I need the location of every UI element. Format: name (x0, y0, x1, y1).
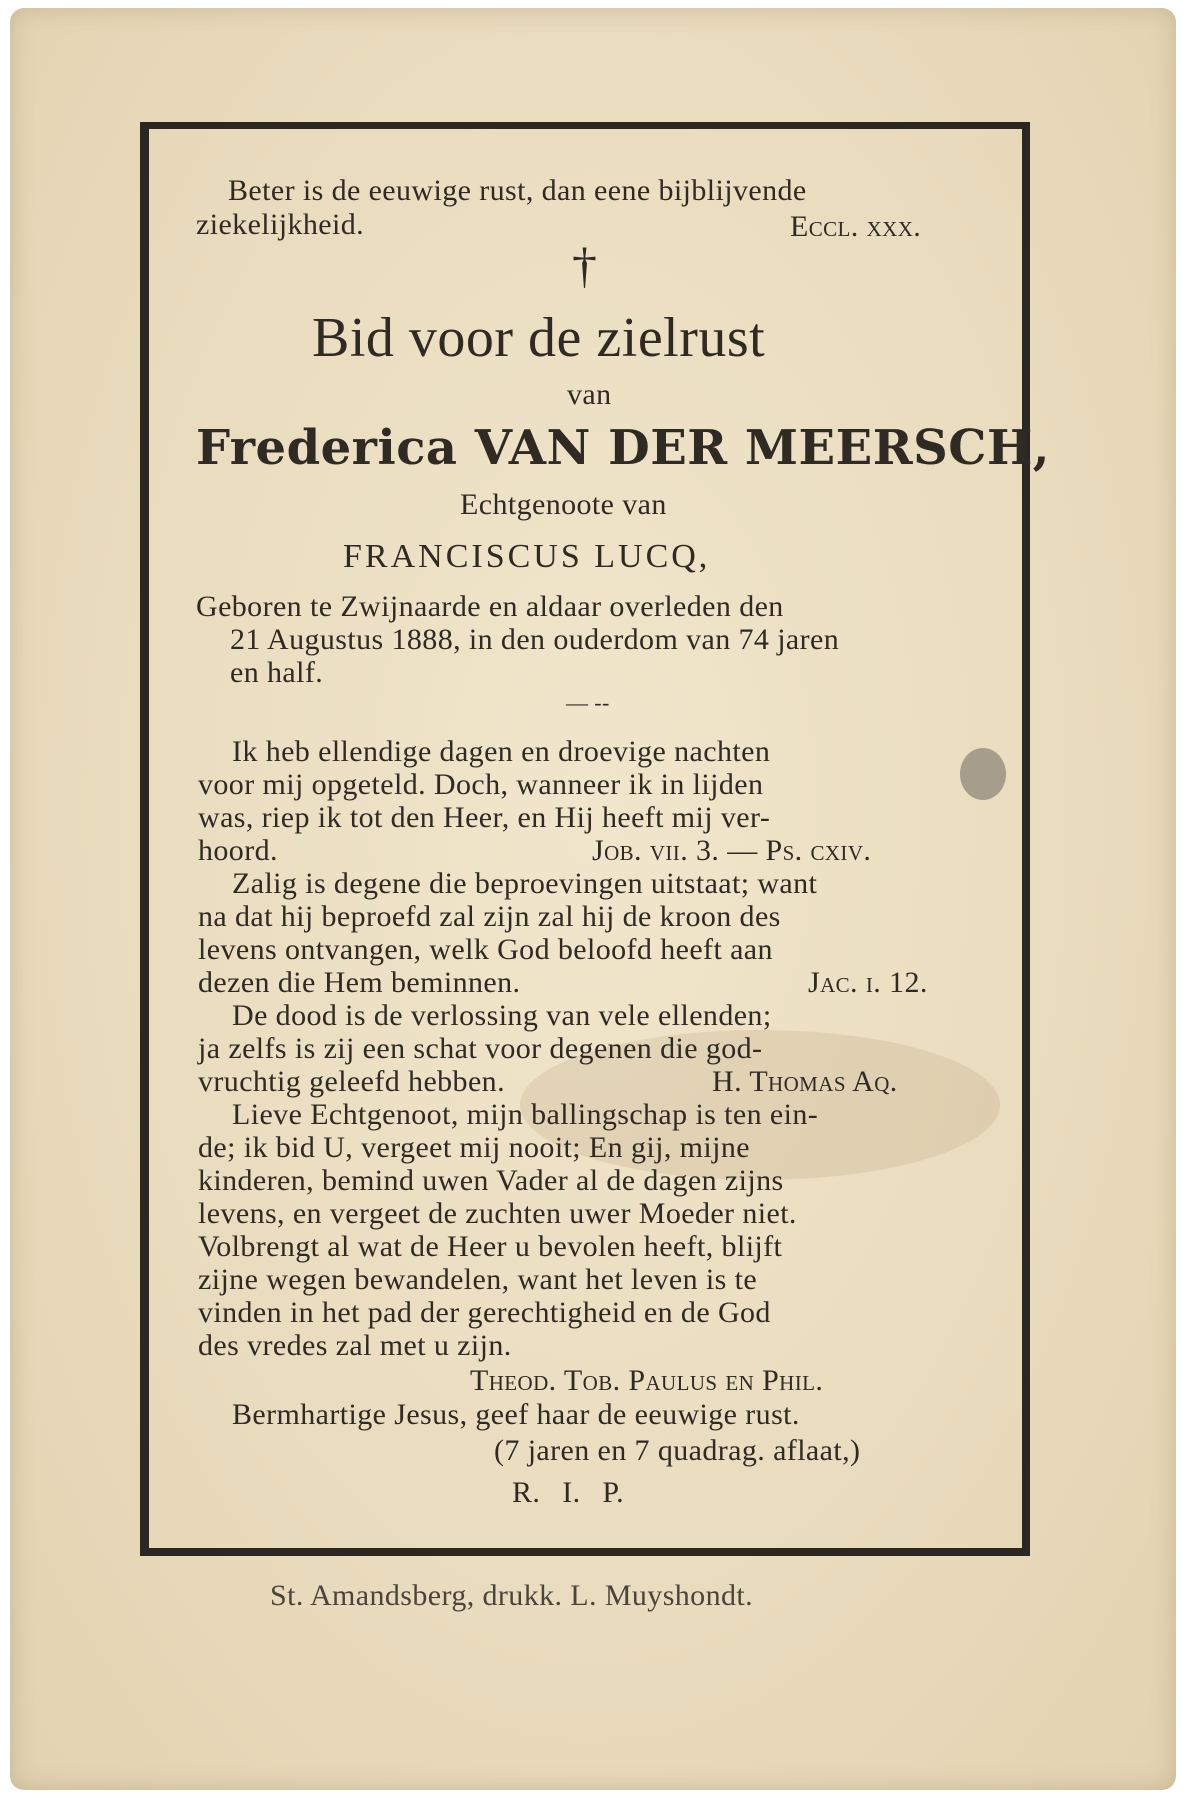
verse-line-9: De dood is de verlossing van vele ellenden; (232, 999, 772, 1032)
biography-line-3: en half. (230, 656, 324, 689)
verse-line-19: des vredes zal met u zijn. (198, 1329, 512, 1362)
paper-stain (960, 748, 1006, 800)
spouse-intro: Echtgenoote van (460, 488, 667, 521)
reference-job: Job. vii. 3. — Ps. cxiv. (592, 834, 872, 867)
verse-line-10: ja zelfs is zij een schat voor degenen die god- (198, 1032, 763, 1065)
verse-line-3: was, riep ik tot den Heer, en Hij heeft mij ver- (198, 801, 771, 834)
reference-thomas: H. Thomas Aq. (712, 1065, 898, 1098)
verse-line-11: vruchtig geleefd hebben. (198, 1065, 505, 1098)
deceased-name: Frederica VAN DER MEERSCH, (196, 420, 1051, 476)
printer-credit: St. Amandsberg, drukk. L. Muyshondt. (270, 1579, 754, 1612)
cross-icon: † (572, 237, 597, 293)
verse-line-1: Ik heb ellendige dagen en droevige nachten (232, 735, 771, 768)
verse-line-5: Zalig is degene die beproevingen uitstaat; want (232, 867, 818, 900)
verse-line-12: Lieve Echtgenoot, mijn ballingschap is ten ein- (232, 1098, 819, 1131)
verse-line-15: levens, en vergeet de zuchten uwer Moeder niet. (198, 1197, 797, 1230)
indulgence-note: (7 jaren en 7 quadrag. aflaat,) (494, 1434, 861, 1467)
verse-line-6: na dat hij beproefd zal zijn zal hij de kroon des (198, 900, 781, 933)
verse-line-4: hoord. (198, 834, 278, 867)
verse-line-8: dezen die Hem beminnen. (198, 966, 521, 999)
prayer-heading: Bid voor de zielrust (312, 307, 766, 369)
verse-line-7: levens ontvangen, welk God beloofd heeft aan (198, 933, 773, 966)
biography-line-2: 21 Augustus 1888, in den ouderdom van 74 jaren (230, 623, 840, 656)
epigraph-line-2-left: ziekelijkheid. (196, 208, 365, 241)
separator: — -- (566, 690, 610, 715)
reference-theod: Theod. Tob. Paulus en Phil. (470, 1364, 824, 1397)
closing-prayer: Bermhartige Jesus, geef haar de eeuwige rust. (232, 1398, 800, 1431)
verse-line-14: kinderen, bemind uwen Vader al de dagen zijns (198, 1164, 784, 1197)
van-label: van (567, 378, 612, 411)
verse-line-17: zijne wegen bewandelen, want het leven is te (198, 1263, 758, 1296)
biography-line-1: Geboren te Zwijnaarde en aldaar overleden den (196, 590, 784, 623)
reference-jac: Jac. i. 12. (808, 966, 928, 999)
spouse-name: FRANCISCUS LUCQ, (343, 538, 711, 575)
epigraph-reference: Eccl. xxx. (790, 210, 922, 243)
rip-abbreviation: R. I. P. (512, 1476, 625, 1509)
verse-line-16: Volbrengt al wat de Heer u bevolen heeft, blijft (198, 1230, 783, 1263)
epigraph-line-1: Beter is de eeuwige rust, dan eene bijblijvende (228, 174, 807, 207)
verse-line-18: vinden in het pad der gerechtigheid en de God (198, 1296, 771, 1329)
verse-line-13: de; ik bid U, vergeet mij nooit; En gij, mijne (198, 1131, 750, 1164)
verse-line-2: voor mij opgeteld. Doch, wanneer ik in lijden (198, 768, 764, 801)
